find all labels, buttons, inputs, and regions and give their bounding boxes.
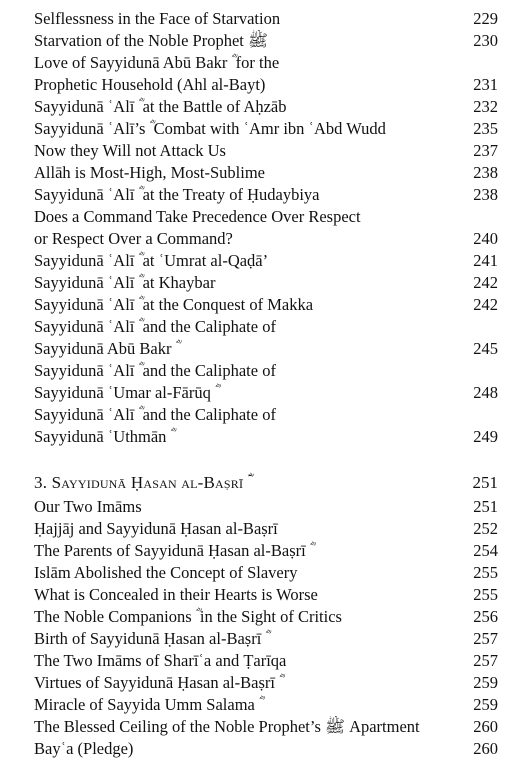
toc-entry-title: Does a Command Take Precedence Over Respect: [34, 207, 361, 226]
section-gap: [34, 448, 498, 470]
toc-entry-title: Sayyidunā ʿAlī ؓ at ʿUmrat al-Qaḍā’: [34, 251, 269, 270]
toc-entry-title: Ḥajjāj and Sayyidunā Ḥasan al-Baṣrī: [34, 519, 278, 538]
toc-entry-title: The Noble Companions ؓ in the Sight of Critics: [34, 607, 342, 626]
toc-entry-title: The Parents of Sayyidunā Ḥasan al-Baṣrī ؓ: [34, 541, 310, 560]
toc-entry: [34, 540, 498, 562]
toc-entry-title: Sayyidunā ʿAlī ؓ and the Caliphate of: [34, 361, 276, 380]
toc-entry: [34, 184, 498, 206]
toc-section-b: [34, 496, 498, 760]
toc-entry-page-number: 230: [473, 31, 498, 50]
toc-entry: [34, 140, 498, 162]
toc-entry: [34, 518, 498, 540]
toc-entry-page-number: 238: [473, 163, 498, 182]
chapter-heading: [34, 470, 498, 496]
toc-entry: [34, 426, 498, 448]
toc-entry: [34, 52, 498, 74]
toc-entry: [34, 206, 498, 228]
toc-entry-page-number: 259: [473, 673, 498, 692]
toc-entry-page-number: 240: [473, 229, 498, 248]
toc-entry-page-number: 255: [473, 563, 498, 582]
toc-entry-page-number: 231: [473, 75, 498, 94]
toc-entry-title: or Respect Over a Command?: [34, 229, 233, 248]
toc-entry: [34, 584, 498, 606]
toc-entry-page-number: 232: [473, 97, 498, 116]
toc-entry-title: Prophetic Household (Ahl al-Bayt): [34, 75, 266, 94]
toc-entry-title: Islām Abolished the Concept of Slavery: [34, 563, 298, 582]
toc-entry-title: Bayʿa (Pledge): [34, 739, 134, 758]
toc-entry-page-number: 260: [473, 717, 498, 736]
toc-entry-title: Sayyidunā ʿUthmān ؓ: [34, 427, 171, 446]
toc-entry-title: Birth of Sayyidunā Ḥasan al-Baṣrī ؓ: [34, 629, 266, 648]
toc-entry-title: What is Concealed in their Hearts is Worse: [34, 585, 318, 604]
toc-entry-page-number: 260: [473, 739, 498, 758]
chapter-title: 3. Sayyidunā Ḥasan al-Baṣrī ؓ: [34, 473, 248, 492]
toc-entry: [34, 272, 498, 294]
toc-entry-title: Miracle of Sayyida Umm Salama ؓ: [34, 695, 259, 714]
toc-entry-title: Sayyidunā ʿAlī ؓ at the Treaty of Ḥudaybiya: [34, 185, 320, 204]
toc-entry: [34, 738, 498, 760]
toc-entry-title: Sayyidunā ʿAlī’s ؓ Combat with ʿAmr ibn ʿAbd Wudd: [34, 119, 386, 138]
toc-entry-title: Selflessness in the Face of Starvation: [34, 9, 281, 28]
toc-entry: [34, 672, 498, 694]
toc-entry-title: The Blessed Ceiling of the Noble Prophet’s ﷺ Apartment: [34, 717, 420, 736]
toc-entry-page-number: 229: [473, 9, 498, 28]
toc-entry-title: Virtues of Sayyidunā Ḥasan al-Baṣrī ؓ: [34, 673, 280, 692]
toc-entry: [34, 694, 498, 716]
toc-entry: [34, 650, 498, 672]
toc-entry: [34, 118, 498, 140]
toc-entry-page-number: 235: [473, 119, 498, 138]
toc-entry-page-number: 251: [473, 497, 498, 516]
toc-entry-title: Sayyidunā ʿAlī ؓ and the Caliphate of: [34, 317, 276, 336]
toc-entry: [34, 606, 498, 628]
toc-entry-page-number: 257: [473, 651, 498, 670]
toc-entry: [34, 228, 498, 250]
toc-entry: [34, 8, 498, 30]
toc-entry-title: Love of Sayyidunā Abū Bakr ؓ for the: [34, 53, 280, 72]
toc-entry-page-number: 259: [473, 695, 498, 714]
toc-entry-title: Allāh is Most-High, Most-Sublime: [34, 163, 266, 182]
toc-entry-page-number: 257: [473, 629, 498, 648]
toc-entry-title: Sayyidunā ʿAlī ؓ at the Battle of Aḥzāb: [34, 97, 287, 116]
toc-entry: [34, 338, 498, 360]
toc-entry-page-number: 238: [473, 185, 498, 204]
toc-entry-page-number: 242: [473, 273, 498, 292]
toc-entry-page-number: 241: [473, 251, 498, 270]
toc-entry: [34, 294, 498, 316]
toc-entry-page-number: 256: [473, 607, 498, 626]
toc-entry: [34, 496, 498, 518]
toc-entry: [34, 628, 498, 650]
toc-entry-page-number: 245: [473, 339, 498, 358]
toc-entry: [34, 30, 498, 52]
toc-entry-page-number: 252: [473, 519, 498, 538]
toc-section-a: [34, 8, 498, 448]
toc-entry: [34, 316, 498, 338]
toc-entry: [34, 716, 498, 738]
toc-entry-page-number: 237: [473, 141, 498, 160]
toc-entry-title: Sayyidunā Abū Bakr ؓ: [34, 339, 176, 358]
toc-entry-page-number: 249: [473, 427, 498, 446]
toc-entry: [34, 250, 498, 272]
toc-entry-title: Now they Will not Attack Us: [34, 141, 226, 160]
toc-entry-title: Starvation of the Noble Prophet ﷺ: [34, 31, 268, 50]
toc-entry: [34, 360, 498, 382]
chapter-page-number: 251: [472, 473, 498, 492]
toc-entry: [34, 562, 498, 584]
toc-entry-title: Sayyidunā ʿAlī ؓ at Khaybar: [34, 273, 216, 292]
toc-entry-title: Sayyidunā ʿAlī ؓ and the Caliphate of: [34, 405, 276, 424]
toc-entry: [34, 404, 498, 426]
toc-entry-title: Sayyidunā ʿUmar al-Fārūq ؓ: [34, 383, 215, 402]
toc-entry-title: The Two Imāms of Sharīʿa and Ṭarīqa: [34, 651, 287, 670]
toc-entry-title: Our Two Imāms: [34, 497, 142, 516]
toc-entry: [34, 74, 498, 96]
toc-entry-title: Sayyidunā ʿAlī ؓ at the Conquest of Makka: [34, 295, 314, 314]
toc-entry: [34, 382, 498, 404]
toc-entry-page-number: 255: [473, 585, 498, 604]
toc-entry-page-number: 248: [473, 383, 498, 402]
toc-entry-page-number: 242: [473, 295, 498, 314]
toc-entry-page-number: 254: [473, 541, 498, 560]
toc-entry: [34, 96, 498, 118]
toc-entry: [34, 162, 498, 184]
